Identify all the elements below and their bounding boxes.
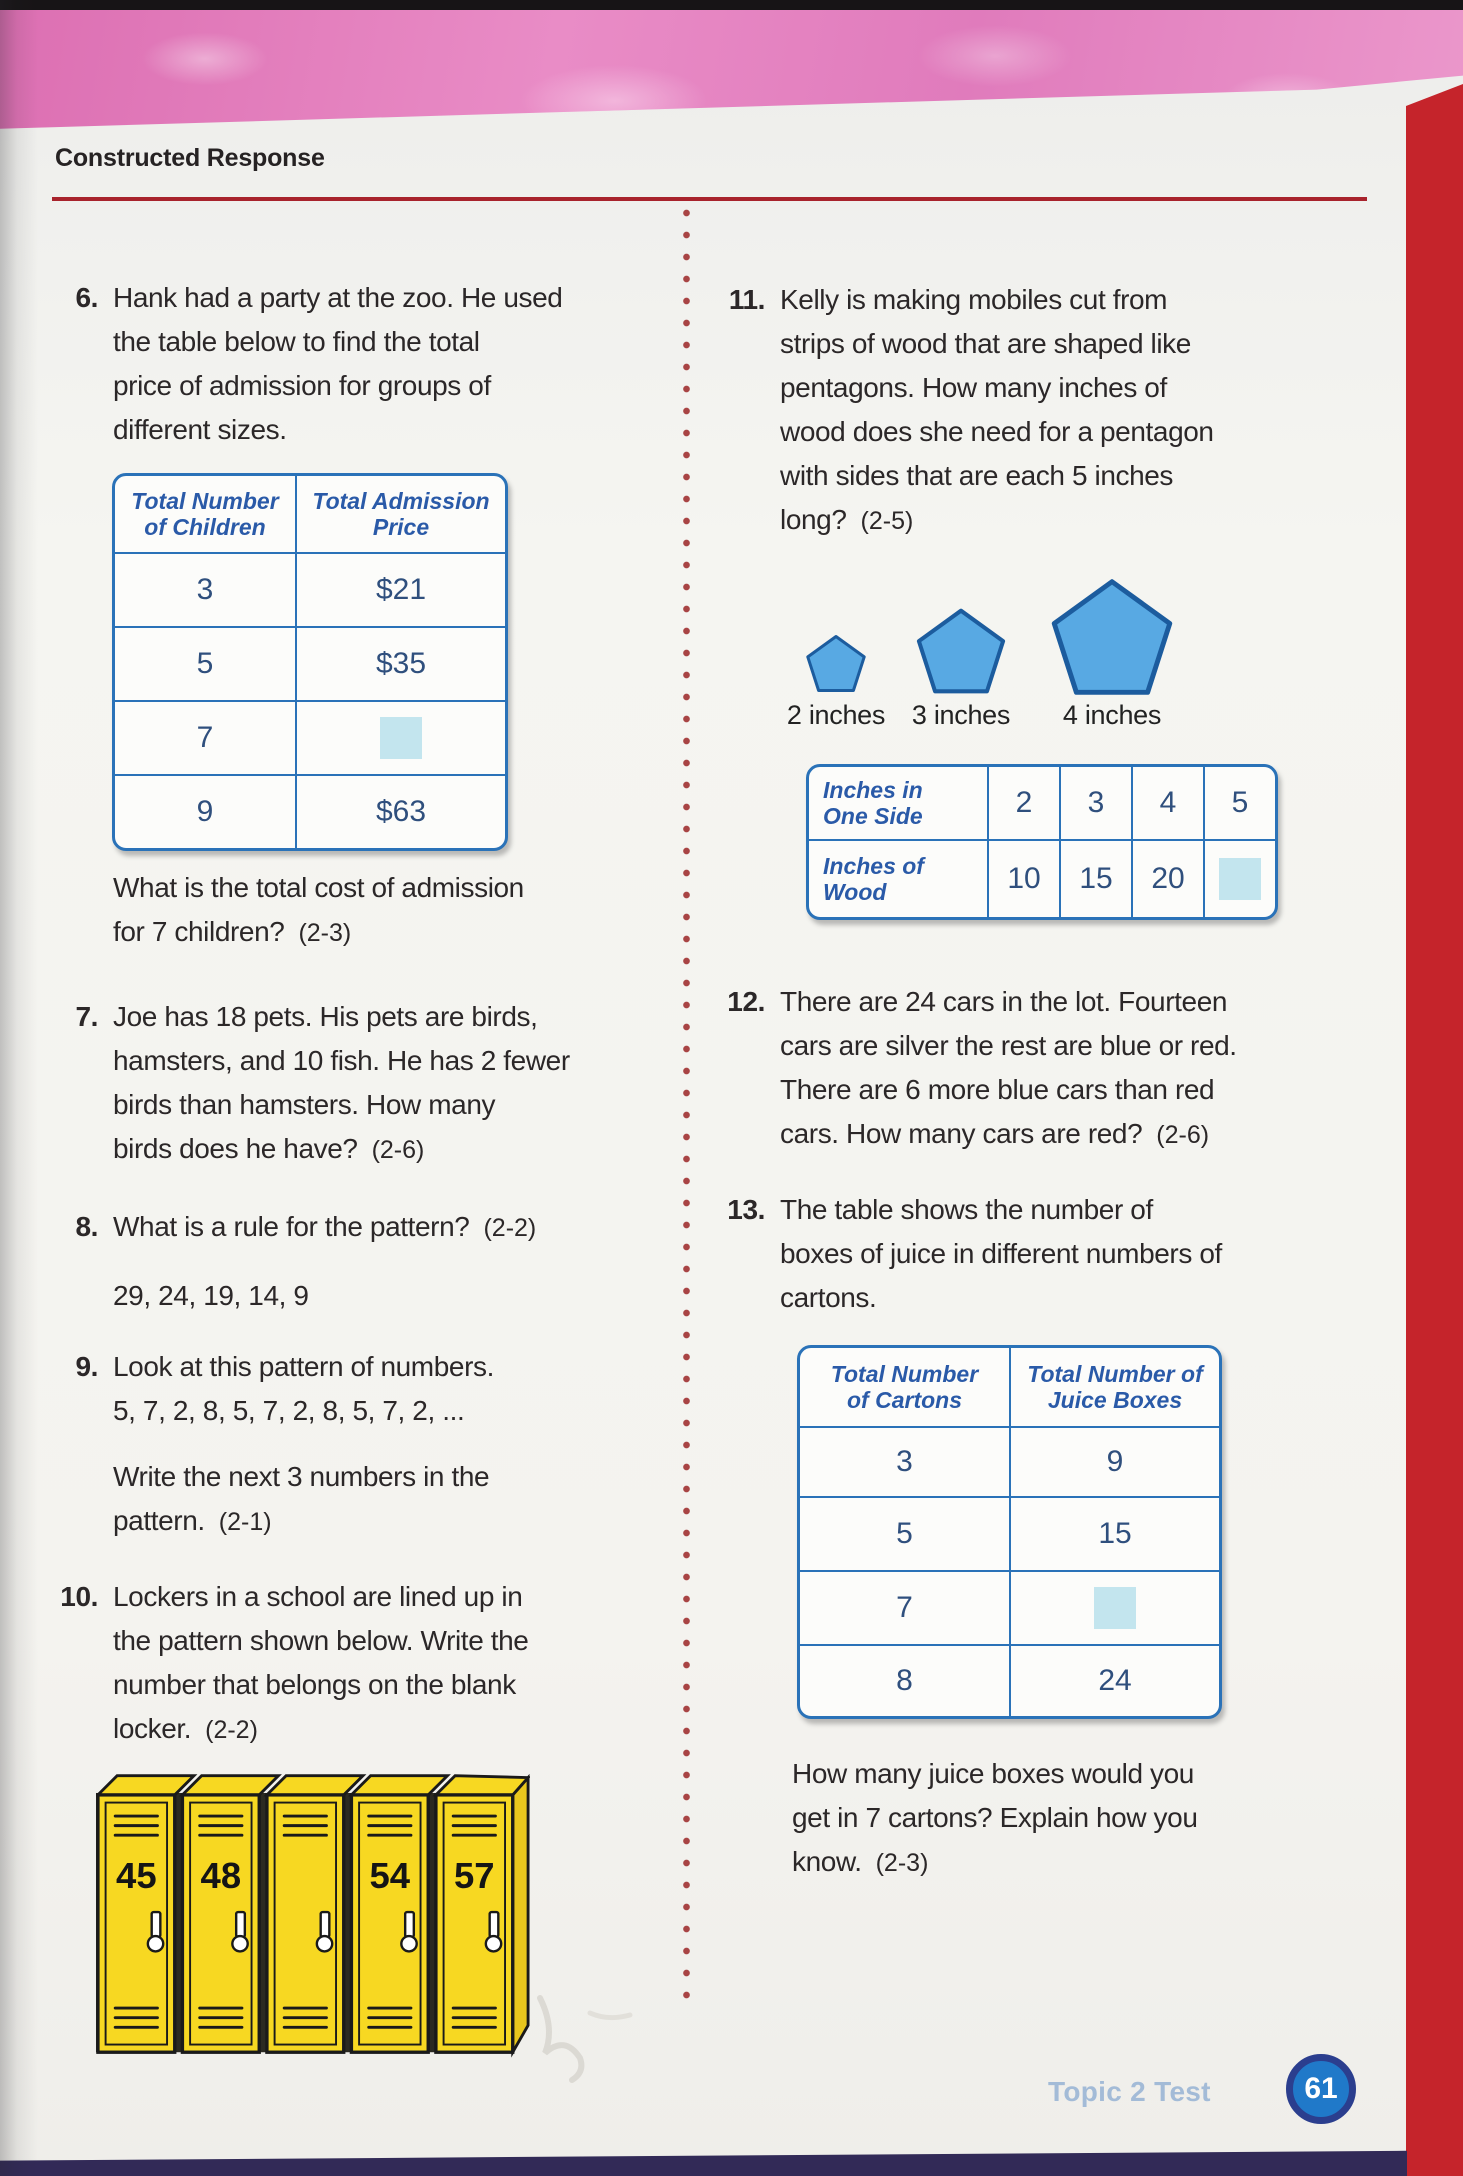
locker-number: 48: [200, 1855, 242, 1897]
table-header-cell: Total Number of Cartons: [830, 1361, 979, 1413]
lesson-ref: (2-2): [205, 1716, 258, 1744]
text-line: price of admission for groups of: [113, 370, 491, 401]
question-9-number: 9.: [75, 1351, 98, 1382]
text-line: number that belongs on the blank: [113, 1669, 516, 1700]
text-line: How many juice boxes would you: [792, 1758, 1194, 1789]
table-cell: $63: [295, 774, 505, 848]
table-cell: $35: [295, 626, 505, 700]
table-cell: 20: [1131, 839, 1203, 917]
table-cell: 8: [800, 1644, 1009, 1716]
lesson-ref: (2-1): [218, 1508, 272, 1536]
text-line: Joe has 18 pets. His pets are birds,: [113, 1001, 538, 1032]
text-line: hamsters, and 10 fish. He has 2 fewer: [113, 1045, 570, 1076]
answer-box: [1094, 1587, 1136, 1629]
pink-header-band: [0, 0, 1463, 140]
question-9: [52, 1345, 494, 1544]
lesson-ref: (2-6): [371, 1136, 425, 1164]
scan-edge-bottom: [0, 2148, 1407, 2176]
text-line: wood does she need for a pentagon: [780, 416, 1214, 447]
table-cell: [295, 700, 505, 774]
page-number: 61: [1304, 2072, 1338, 2105]
table-cell: 2: [987, 767, 1059, 839]
locker-5: [436, 1776, 528, 2053]
question-12-number: 12.: [727, 986, 765, 1017]
lesson-ref: (2-3): [875, 1849, 929, 1877]
lesson-ref: (2-3): [298, 919, 352, 947]
pentagon-4in: [1050, 578, 1174, 696]
table-cell: 7: [800, 1570, 1009, 1644]
text-line: The table shows the number of: [780, 1194, 1153, 1225]
table-header-cell: Total Number of Children: [131, 488, 279, 540]
footer-topic-label: Topic 2 Test: [1048, 2076, 1211, 2107]
table-cell: $21: [295, 552, 505, 626]
question-8: [52, 1205, 536, 1318]
question-7-number: 7.: [75, 1001, 98, 1032]
answer-box: [1219, 858, 1261, 900]
text-line: There are 24 cars in the lot. Fourteen: [780, 986, 1228, 1017]
locker-number: 54: [369, 1855, 411, 1897]
question-6: [52, 276, 562, 452]
question-6-followup: [113, 866, 524, 955]
text-line: pattern. (2-1): [113, 1505, 272, 1536]
table-cell: 3: [800, 1426, 1009, 1496]
locker-number: 45: [116, 1855, 157, 1897]
text-line: know. (2-3): [792, 1846, 929, 1877]
pentagon-label: 3 inches: [911, 700, 1011, 730]
question-9-text: [113, 1345, 494, 1544]
table-row-label: Inches of Wood: [809, 839, 987, 917]
table-cell: 9: [1009, 1426, 1219, 1496]
text-line: Look at this pattern of numbers.: [113, 1351, 494, 1382]
question-13: [713, 1188, 1222, 1320]
text-line: locker. (2-2): [113, 1713, 258, 1744]
pentagon-2in: [806, 634, 866, 693]
table-cell: [1203, 839, 1275, 917]
question-11: [713, 278, 1214, 543]
table-cell: 24: [1009, 1644, 1219, 1716]
number-sequence: 29, 24, 19, 14, 9: [113, 1280, 309, 1311]
pentagon-label: 4 inches: [1062, 700, 1162, 730]
pentagon-label: 2 inches: [786, 700, 886, 730]
question-8-number: 8.: [75, 1211, 98, 1242]
scan-edge-top: [0, 0, 1463, 10]
lesson-ref: (2-6): [1156, 1121, 1210, 1149]
text-line: birds than hamsters. How many: [113, 1089, 496, 1120]
question-8-text: [113, 1205, 536, 1318]
table-cell: 3: [1059, 767, 1131, 839]
text-line: get in 7 cartons? Explain how you: [792, 1802, 1198, 1833]
pentagon-wood-table: [806, 764, 1278, 920]
text-line: strips of wood that are shaped like: [780, 328, 1191, 359]
red-page-edge-stripe: [1406, 84, 1463, 2176]
lesson-ref: (2-2): [483, 1214, 537, 1242]
table-header-cell: Total Admission Price: [295, 476, 505, 552]
table-cell: 15: [1009, 1496, 1219, 1570]
table-cell: 7: [115, 700, 295, 774]
question-7: [52, 995, 570, 1172]
text-line: the table below to find the total: [113, 326, 480, 357]
book-gutter-shadow: [0, 0, 38, 2176]
text-line: Lockers in a school are lined up in: [113, 1581, 523, 1612]
question-10-number: 10.: [60, 1581, 98, 1612]
text-line: Write the next 3 numbers in the: [113, 1461, 490, 1492]
text-line: long? (2-5): [780, 504, 914, 535]
table-cell: 9: [115, 774, 295, 848]
text-line: Kelly is making mobiles cut from: [780, 284, 1168, 315]
question-12-text: [780, 980, 1237, 1157]
page-number-badge: [1286, 2054, 1356, 2124]
text-line: for 7 children? (2-3): [113, 916, 352, 947]
table-cell: 5: [800, 1496, 1009, 1570]
question-13-number: 13.: [727, 1194, 765, 1225]
heading-rule: [52, 197, 1367, 201]
text-line: What is the total cost of admission: [113, 872, 524, 903]
question-6-text: [113, 276, 562, 452]
text-line: cars. How many cars are red? (2-6): [780, 1118, 1210, 1149]
pentagon-3in: [916, 608, 1006, 694]
admission-price-table: [112, 473, 508, 851]
question-12: [713, 980, 1237, 1157]
text-line: There are 6 more blue cars than red: [780, 1074, 1215, 1105]
text-line: What is a rule for the pattern? (2-2): [113, 1211, 537, 1242]
table-cell: 15: [1059, 839, 1131, 917]
pencil-smudge: [520, 1978, 660, 2088]
column-divider-dotted-line: [682, 208, 691, 2010]
juice-boxes-table: [797, 1345, 1222, 1719]
text-line: cars are silver the rest are blue or red.: [780, 1030, 1237, 1061]
text-line: different sizes.: [113, 414, 287, 445]
table-cell: 3: [115, 552, 295, 626]
answer-box: [380, 717, 422, 759]
text-line: the pattern shown below. Write the: [113, 1625, 529, 1656]
table-cell: 5: [115, 626, 295, 700]
lesson-ref: (2-5): [860, 507, 914, 535]
question-13-followup: [792, 1752, 1198, 1885]
locker-number: 57: [454, 1855, 495, 1897]
number-sequence: 5, 7, 2, 8, 5, 7, 2, 8, 5, 7, 2, ...: [113, 1395, 465, 1426]
text-line: birds does he have? (2-6): [113, 1133, 425, 1164]
question-13-text: [780, 1188, 1222, 1320]
table-header-cell: Total Number of Juice Boxes: [1009, 1348, 1219, 1426]
question-10: [52, 1575, 528, 1752]
text-line: Hank had a party at the zoo. He used: [113, 282, 563, 313]
text-line: with sides that are each 5 inches: [780, 460, 1174, 491]
question-7-text: [113, 995, 570, 1172]
table-cell: 10: [987, 839, 1059, 917]
lockers-illustration: [96, 1762, 530, 2064]
text-line: pentagons. How many inches of: [780, 372, 1167, 403]
spacer: [113, 1250, 536, 1274]
question-11-number: 11.: [728, 284, 765, 315]
table-cell: 4: [1131, 767, 1203, 839]
question-11-text: [780, 278, 1214, 543]
spacer: [113, 1433, 494, 1455]
text-line: cartons.: [780, 1282, 877, 1313]
question-6-number: 6.: [75, 282, 98, 313]
table-cell: 5: [1203, 767, 1275, 839]
table-row-label: Inches in One Side: [823, 777, 923, 829]
table-cell: [1009, 1570, 1219, 1644]
question-10-text: [113, 1575, 528, 1752]
section-heading: Constructed Response: [55, 144, 325, 172]
text-line: boxes of juice in different numbers of: [780, 1238, 1222, 1269]
